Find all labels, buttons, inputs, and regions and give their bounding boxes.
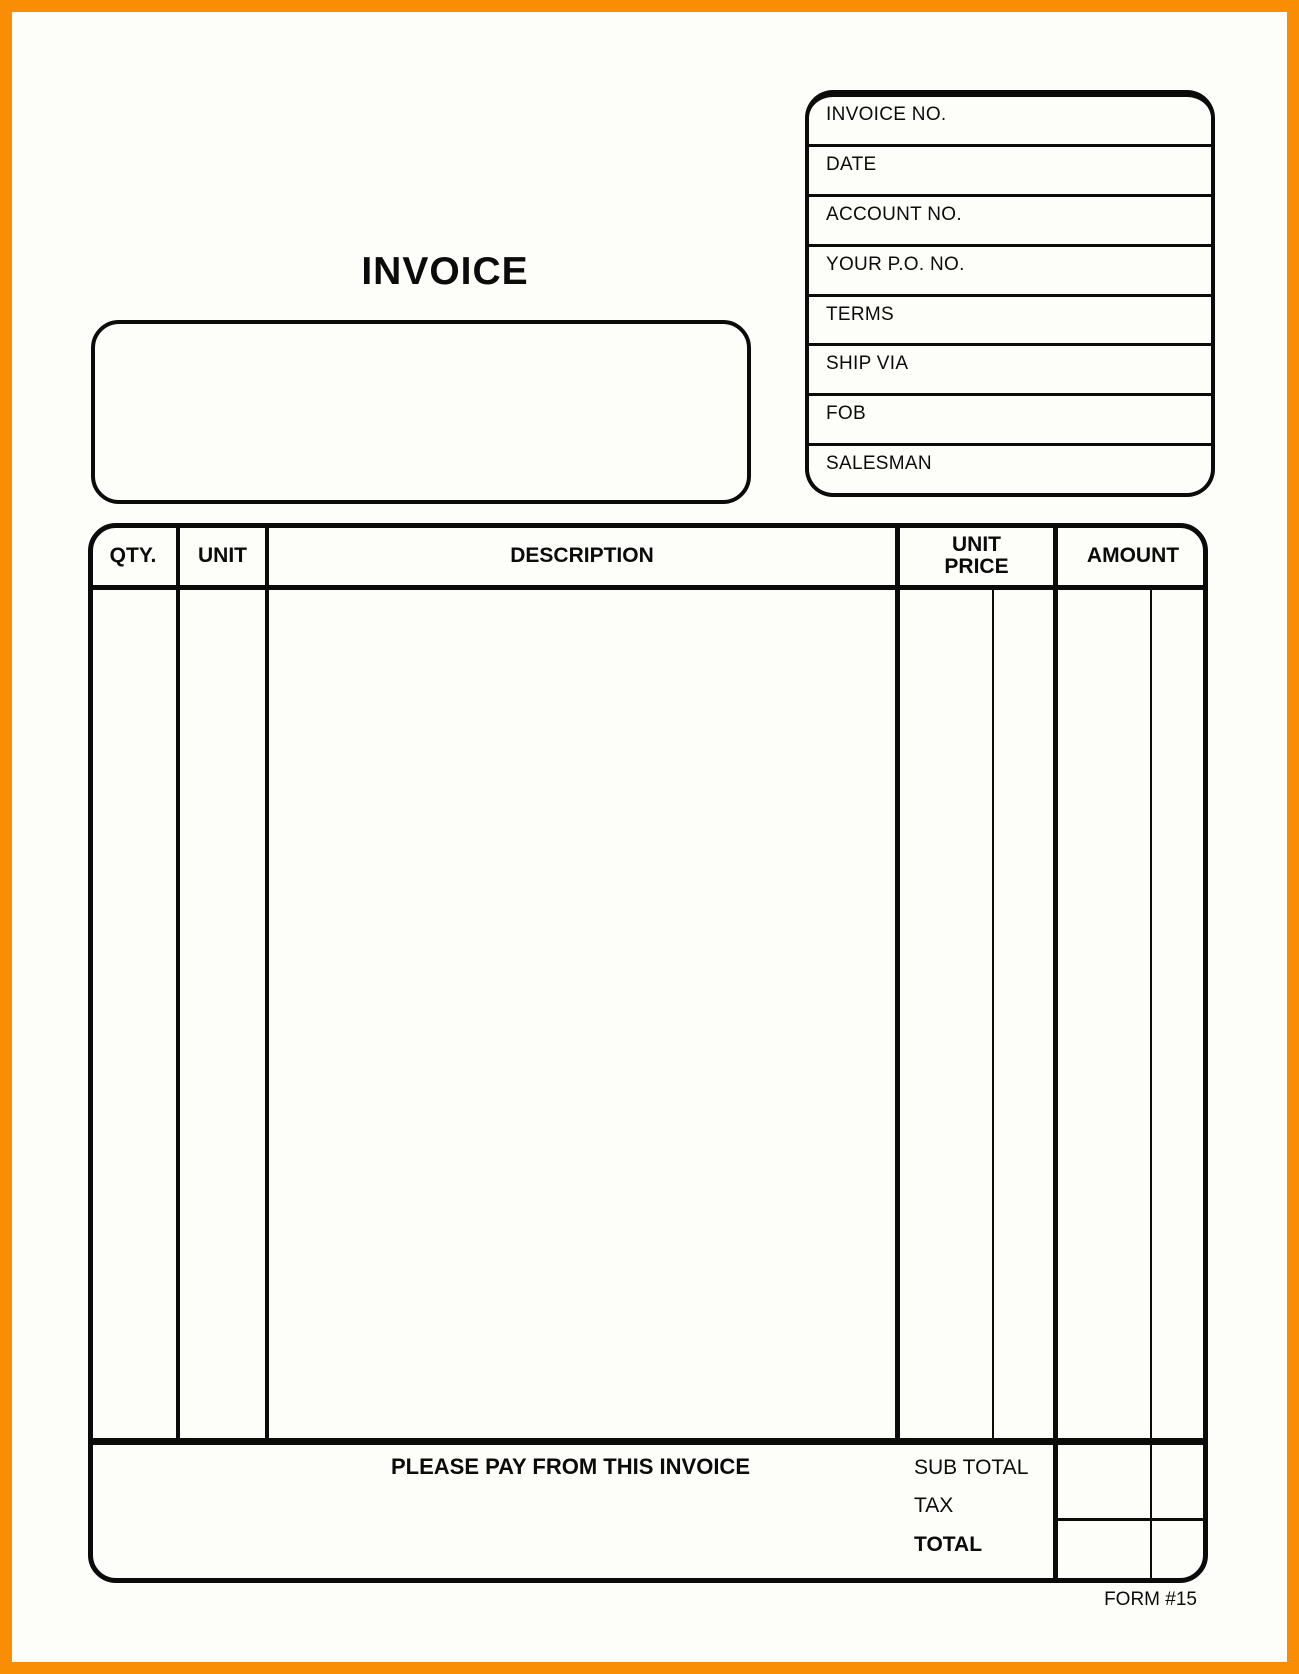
line-items-area[interactable] xyxy=(93,590,1203,1438)
total-amount-cell[interactable] xyxy=(1058,1521,1208,1581)
page-title: INVOICE xyxy=(361,250,529,293)
po-no-field[interactable] xyxy=(979,254,1203,290)
account-no-field[interactable] xyxy=(979,204,1203,240)
subtotal-amount-cell[interactable] xyxy=(1058,1445,1208,1480)
terms-field[interactable] xyxy=(979,304,1203,340)
salesman-label: SALESMAN xyxy=(826,453,932,475)
tax-label: TAX xyxy=(914,1494,954,1517)
salesman-field[interactable] xyxy=(979,453,1203,489)
invoice-no-field[interactable] xyxy=(979,104,1203,140)
info-row-date xyxy=(809,147,1211,197)
tax-amount-cell[interactable] xyxy=(1058,1482,1208,1517)
info-row-invoice-no xyxy=(809,97,1211,147)
form-number: FORM #15 xyxy=(1104,1589,1197,1610)
column-header-description xyxy=(269,526,895,586)
unit-header-label: UNIT xyxy=(198,543,247,567)
date-field[interactable] xyxy=(979,154,1203,190)
invoice-no-label: INVOICE NO. xyxy=(826,104,947,125)
fob-label: FOB xyxy=(826,403,866,425)
description-header-label: DESCRIPTION xyxy=(510,543,654,567)
po-no-label: YOUR P.O. NO. xyxy=(826,253,965,275)
invoice-info-box xyxy=(805,90,1215,497)
info-row-fob xyxy=(809,396,1211,446)
info-row-po-no xyxy=(809,247,1211,297)
footer-message: PLEASE PAY FROM THIS INVOICE xyxy=(391,1454,750,1479)
bill-to-box[interactable] xyxy=(91,320,751,504)
qty-header-label: QTY. xyxy=(109,543,157,567)
footer-top-divider xyxy=(88,1438,1208,1445)
column-header-amount xyxy=(1058,526,1208,586)
info-row-salesman xyxy=(809,446,1211,493)
unit-price-header-label: UNIT PRICE xyxy=(944,532,1009,578)
column-header-unit xyxy=(180,526,265,586)
ship-via-label: SHIP VIA xyxy=(826,353,909,375)
column-header-qty xyxy=(90,526,176,586)
info-row-account-no xyxy=(809,197,1211,247)
account-no-label: ACCOUNT NO. xyxy=(826,203,962,225)
info-row-ship-via xyxy=(809,346,1211,396)
ship-via-field[interactable] xyxy=(979,353,1203,389)
column-header-unit-price xyxy=(900,526,1053,586)
date-label: DATE xyxy=(826,153,877,175)
terms-label: TERMS xyxy=(826,303,894,325)
total-label: TOTAL xyxy=(914,1533,983,1556)
subtotal-label: SUB TOTAL xyxy=(914,1456,1029,1479)
fob-field[interactable] xyxy=(979,403,1203,439)
info-row-terms xyxy=(809,297,1211,347)
amount-header-label: AMOUNT xyxy=(1086,543,1180,567)
